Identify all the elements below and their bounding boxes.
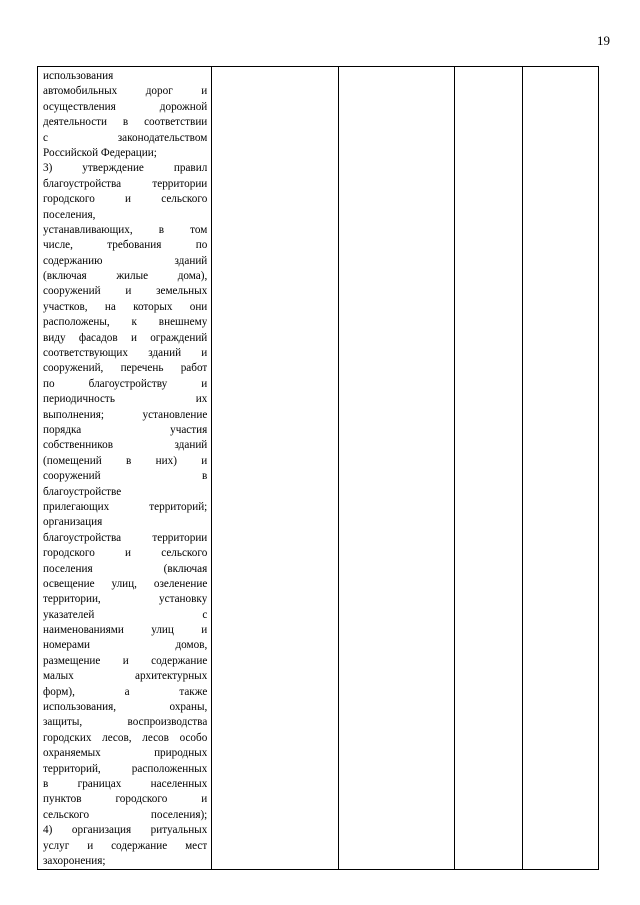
text-line: соответствующих зданий и [43, 347, 208, 360]
text-line: благоустройства территории [43, 177, 208, 190]
text-line: прилегающих территорий; [43, 500, 208, 513]
text-line: размещение и содержание [43, 654, 208, 667]
text-line: осуществления дорожной [43, 100, 208, 113]
document-table [37, 66, 599, 870]
text-line: захоронения; [43, 854, 106, 867]
text-line: пунктов городского и [43, 793, 208, 806]
text-line: выполнения; установление [43, 408, 208, 421]
text-line: благоустройстве [43, 485, 122, 498]
text-line: содержанию зданий [43, 254, 208, 267]
text-line: автомобильных дорог и [43, 85, 208, 98]
text-line: защиты, воспроизводства [43, 716, 208, 729]
text-line: благоустройства территории [43, 531, 208, 544]
table-cell-empty [338, 67, 454, 870]
text-line: малых архитектурных [43, 670, 208, 683]
text-line: охраняемых природных [43, 747, 208, 760]
text-line: указателей с [43, 608, 208, 621]
text-line: (помещений в них) и [43, 454, 208, 467]
text-line: сооружений и земельных [43, 285, 208, 298]
text-line: территории, установку [43, 593, 208, 606]
text-line: расположены, к внешнему [43, 316, 208, 329]
text-line: услуг и содержание мест [43, 839, 208, 852]
text-line: сельского поселения); [43, 808, 208, 821]
text-line: использования, охраны, [43, 701, 208, 714]
text-line: 3) утверждение правил [43, 162, 208, 175]
text-line: форм), а также [43, 685, 208, 698]
text-line: сооружений, перечень работ [43, 362, 208, 375]
text-line: собственников зданий [43, 439, 208, 452]
text-line: поселения (включая [43, 562, 208, 575]
text-line: городского и сельского [43, 193, 208, 206]
text-line: использования [43, 70, 114, 82]
text-line: (включая жилые дома), [43, 270, 208, 283]
page-number: 19 [597, 33, 610, 48]
text-line: участков, на которых они [43, 300, 208, 313]
text-line: порядка участия [43, 423, 208, 436]
text-line: территорий, расположенных [43, 762, 208, 775]
table-cell-content [38, 67, 212, 870]
text-line: организация [43, 516, 103, 529]
text-line: 4) организация ритуальных [43, 824, 208, 837]
text-line: по благоустройству и [43, 377, 208, 390]
table-row [38, 67, 599, 870]
text-line: устанавливающих, в том [43, 223, 208, 236]
text-line: номерами домов, [43, 639, 208, 652]
table-cell-empty [522, 67, 598, 870]
text-line: поселения, [43, 208, 96, 221]
text-line: виду фасадов и ограждений [43, 331, 208, 344]
table-cell-empty [454, 67, 522, 870]
text-line: числе, требования по [43, 239, 208, 252]
text-line: деятельности в соответствии [43, 116, 208, 129]
text-line: Российской Федерации; [43, 146, 157, 159]
cell-text [38, 67, 211, 869]
text-line: освещение улиц, озеленение [43, 577, 208, 590]
text-line: с законодательством [43, 131, 208, 144]
text-line: периодичность их [43, 393, 208, 406]
text-line: городских лесов, лесов особо [43, 731, 208, 744]
table-cell-empty [212, 67, 338, 870]
text-line: наименованиями улиц и [43, 624, 208, 637]
text-line: городского и сельского [43, 547, 208, 560]
text-line: сооружений в [43, 470, 208, 483]
text-line: в границах населенных [43, 777, 208, 790]
